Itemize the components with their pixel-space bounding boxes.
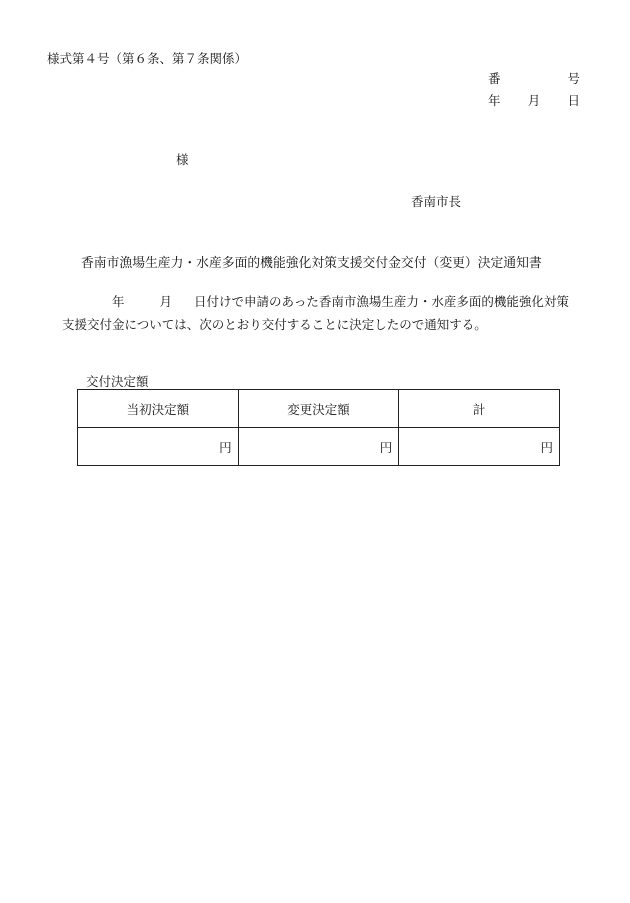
header-changed-amount: 変更決定額 [238,390,399,428]
body-line-1 [112,292,569,310]
body-line-2: 支援交付金については、次のとおり交付することに決定したので通知する。 [62,317,487,332]
amount-table [77,389,560,466]
header-initial-amount: 当初決定額 [78,390,239,428]
date-year: 年 [488,93,501,108]
amount-table-header-row [78,390,560,428]
body-month: 月 [159,294,173,309]
recipient-suffix: 様 [176,152,189,167]
cell-changed-amount: 円 [238,428,399,466]
date-month: 月 [527,93,541,108]
issuer-name: 香南市長 [411,194,462,209]
document-number-line [488,69,580,87]
document-title: 香南市漁場生産力・水産多面的機能強化対策支援交付金交付（変更）決定通知書 [81,256,542,271]
number-suffix: 号 [567,71,580,86]
cell-total: 円 [399,428,560,466]
amount-table-value-row [78,428,560,466]
cell-initial-amount: 円 [78,428,239,466]
amount-section-heading: 交付決定額 [86,374,149,389]
form-label: 様式第４号（第６条、第７条関係） [47,51,248,66]
date-day: 日 [567,93,580,108]
body-year: 年 [112,294,125,309]
document-date-line [488,91,580,109]
number-label: 番 [488,71,501,86]
header-total: 計 [399,390,560,428]
body-line-1-text: 日付けで申請のあった香南市漁場生産力・水産多面的機能強化対策 [194,294,569,309]
